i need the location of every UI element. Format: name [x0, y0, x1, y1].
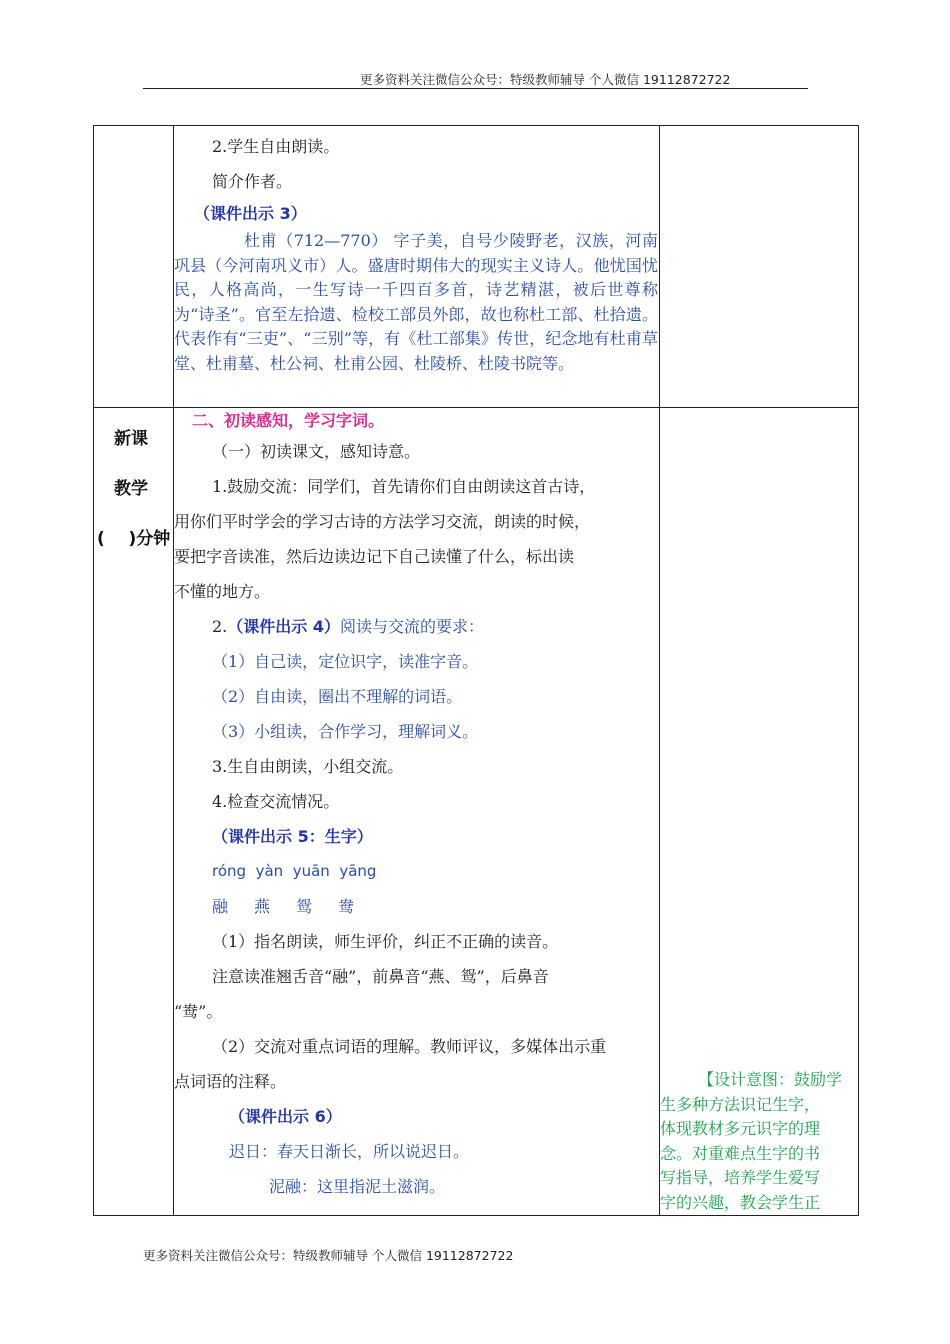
label-minutes: ( )分钟: [97, 529, 171, 549]
design-line: 写指导，培养学生爱写: [660, 1168, 821, 1187]
slide-5-label: （课件出示 5：生字）: [212, 827, 373, 846]
content-cell-lesson: [174, 408, 660, 1216]
step-1: （1）指名朗读，师生评价，纠正不正确的读音。: [212, 932, 559, 951]
note-line1: 注意读准翘舌音“融”，前鼻音“燕、鸳”，后鼻音: [212, 967, 549, 986]
design-line: 体现教材多元识字的理: [660, 1119, 821, 1138]
para1-line3: 要把字音读准，然后边读边记下自己读懂了什么，标出读: [174, 547, 575, 566]
header-divider: [143, 88, 808, 89]
gloss-chiri: 迟日：春天日渐长，所以说迟日。: [229, 1142, 470, 1161]
design-intent-cell: [660, 408, 859, 1216]
note-line2: “鸯”。: [174, 1002, 223, 1021]
item-2: [174, 609, 659, 644]
character-row: [174, 889, 659, 924]
label-teaching: 教学: [114, 479, 148, 499]
char-yang: 鸯: [338, 897, 355, 916]
table-row: [94, 408, 859, 1216]
step-2-line1: （2）交流对重点词语的理解。教师评议，多媒体出示重: [212, 1037, 607, 1056]
requirement-2: （2）自由读，圈出不理解的词语。: [212, 687, 463, 706]
notes-cell-empty: [660, 126, 859, 408]
page-header: 更多资料关注微信公众号：特级教师辅导 个人微信 19112872722: [360, 72, 731, 87]
pinyin-row: [174, 854, 659, 889]
line-intro-author: 简介作者。: [212, 172, 293, 191]
section-title: 二、初读感知，学习字词。: [192, 411, 385, 430]
lesson-plan-table: [93, 125, 859, 1216]
item-3: 3.生自由朗读，小组交流。: [212, 757, 404, 776]
design-line: 字的兴趣，教会学生正: [660, 1192, 821, 1212]
para1-line1: 1.鼓励交流：同学们，首先请你们自由朗读这首古诗，: [212, 477, 596, 496]
requirement-3: （3）小组读，合作学习，理解词义。: [212, 722, 479, 741]
item-2-text: 阅读与交流的要求：: [339, 617, 484, 636]
item-2-prefix: 2.: [212, 617, 228, 636]
pinyin-yuan: yuān: [292, 862, 330, 880]
pinyin-yang: yāng: [339, 862, 377, 880]
page-footer: 更多资料关注微信公众号：特级教师辅导 个人微信 19112872722: [143, 1248, 514, 1263]
line-read-freely: 2.学生自由朗读。: [212, 137, 340, 156]
author-bio: 杜甫（712—770） 字子美，自号少陵野老，汉族，河南巩县（今河南巩义市）人。盛唐时期伟大的现实主义诗人。他忧国忧民，人格高尚，一生写诗一千四百多首，诗艺精湛，被后世尊称为“诗圣”。官至左拾遗、检校工部员外郎，故也称杜工部、杜拾遗。代表作有“三吏”、“三别”等，有《杜工部集》传世，纪念地有杜甫草堂、杜甫墓、杜公祠、杜甫公园、杜陵桥、杜陵书院等。: [174, 231, 658, 373]
label-cell-empty: [94, 126, 174, 408]
slide-4-label: （课件出示 4）: [227, 617, 340, 636]
section-label-cell: [94, 408, 174, 1216]
gloss-nirong: 泥融：这里指泥土滋润。: [269, 1177, 446, 1196]
step-2-line2: 点词语的注释。: [174, 1072, 287, 1091]
para1-line4: 不懂的地方。: [174, 582, 271, 601]
design-line: 【设计意图：鼓励学: [698, 1070, 843, 1089]
design-intent-note: [660, 1068, 859, 1215]
table-row: [94, 126, 859, 408]
pinyin-yan: yàn: [255, 862, 284, 880]
requirement-1: （1）自己读，定位识字，读准字音。: [212, 652, 479, 671]
slide-3-label: （课件出示 3）: [194, 204, 307, 223]
char-rong: 融: [212, 897, 229, 916]
para1-line2: 用你们平时学会的学习古诗的方法学习交流，朗读的时候，: [174, 512, 591, 531]
char-yan: 燕: [254, 897, 271, 916]
slide-6-label: （课件出示 6）: [229, 1107, 342, 1126]
content-cell-author: [174, 126, 660, 408]
char-yuan: 鸳: [296, 897, 313, 916]
item-4: 4.检查交流情况。: [212, 792, 340, 811]
label-new-lesson: 新课: [114, 429, 148, 449]
design-line: 念。对重难点生字的书: [660, 1143, 821, 1163]
sub-heading-1: （一）初读课文，感知诗意。: [212, 442, 421, 461]
pinyin-rong: róng: [212, 862, 247, 880]
design-line: 生多种方法识记生字，: [660, 1094, 821, 1114]
